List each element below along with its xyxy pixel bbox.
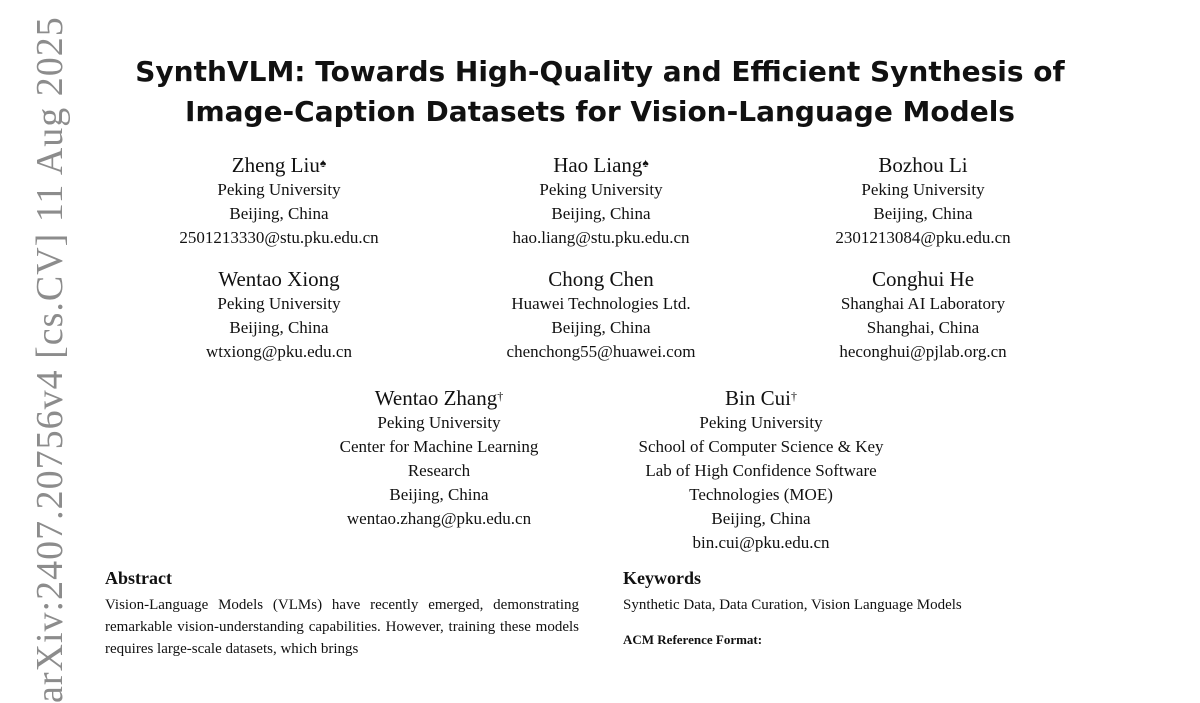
author-location: Shanghai, China [866, 318, 980, 337]
abstract-heading: Abstract [105, 568, 172, 588]
author-location: Beijing, China [551, 318, 651, 337]
author-mark: ♠ [319, 156, 327, 170]
arxiv-stamp: arXiv:2407.20756v4 [cs.CV] 11 Aug 2025 [29, 16, 71, 703]
abstract-text: Vision-Language Models (VLMs) have recently emerged, demonstrating remarkable vision-understanding capabilities. However, training these models requires large-scale datasets, which brings [105, 597, 579, 657]
author-email: 2301213084@pku.edu.cn [835, 228, 1011, 247]
author-mark: † [790, 389, 797, 403]
author-block [274, 385, 604, 531]
author-affiliation: Huawei Technologies Ltd. [511, 294, 691, 313]
title-line-2: Image-Caption Datasets for Vision-Language Models [185, 95, 1015, 128]
author-location: Beijing, China [711, 509, 811, 528]
author-email: hao.liang@stu.pku.edu.cn [512, 228, 690, 247]
author-name: Hao Liang♠ [553, 153, 649, 177]
author-affiliation: Peking University [539, 180, 663, 199]
author-department: School of Computer Science & Key [638, 437, 884, 456]
author-block [758, 152, 1088, 250]
author-affiliation: Peking University [377, 413, 501, 432]
author-name: Zheng Liu♠ [231, 153, 327, 177]
author-email: heconghui@pjlab.org.cn [839, 342, 1007, 361]
author-block [436, 152, 766, 250]
author-email: chenchong55@huawei.com [506, 342, 696, 361]
author-name: Bozhou Li [878, 153, 968, 177]
author-location: Beijing, China [229, 318, 329, 337]
author-department: Center for Machine Learning [339, 437, 539, 456]
author-email: wentao.zhang@pku.edu.cn [346, 509, 532, 528]
author-block [758, 266, 1088, 364]
author-email: wtxiong@pku.edu.cn [206, 342, 352, 361]
author-location: Beijing, China [389, 485, 489, 504]
author-department: Research [407, 461, 471, 480]
author-location: Beijing, China [873, 204, 973, 223]
keywords-text: Synthetic Data, Data Curation, Vision Language Models [623, 597, 962, 613]
author-email: bin.cui@pku.edu.cn [692, 533, 830, 552]
author-affiliation: Peking University [217, 294, 341, 313]
author-location: Beijing, China [229, 204, 329, 223]
author-block [596, 385, 926, 555]
author-affiliation: Peking University [861, 180, 985, 199]
acm-reference-heading: ACM Reference Format: [623, 632, 763, 647]
author-block [436, 266, 766, 364]
paper-title [0, 52, 1200, 132]
author-location: Beijing, China [551, 204, 651, 223]
author-mark: ♠ [642, 156, 649, 170]
author-email: 2501213330@stu.pku.edu.cn [179, 228, 379, 247]
author-department: Technologies (MOE) [689, 485, 833, 504]
author-affiliation: Shanghai AI Laboratory [840, 294, 1006, 313]
author-affiliation: Peking University [217, 180, 341, 199]
title-line-1: SynthVLM: Towards High-Quality and Efficient Synthesis of [135, 55, 1065, 88]
author-department: Lab of High Confidence Software [645, 461, 877, 480]
keywords-heading: Keywords [623, 568, 701, 588]
author-name: Wentao Xiong [218, 267, 340, 291]
author-affiliation: Peking University [699, 413, 823, 432]
author-block [114, 266, 444, 364]
author-name: Wentao Zhang† [374, 386, 504, 410]
author-name: Conghui He [871, 267, 975, 291]
author-name: Chong Chen [548, 267, 654, 291]
author-name: Bin Cui† [725, 386, 797, 410]
author-block [114, 152, 444, 250]
author-mark: † [497, 389, 504, 403]
